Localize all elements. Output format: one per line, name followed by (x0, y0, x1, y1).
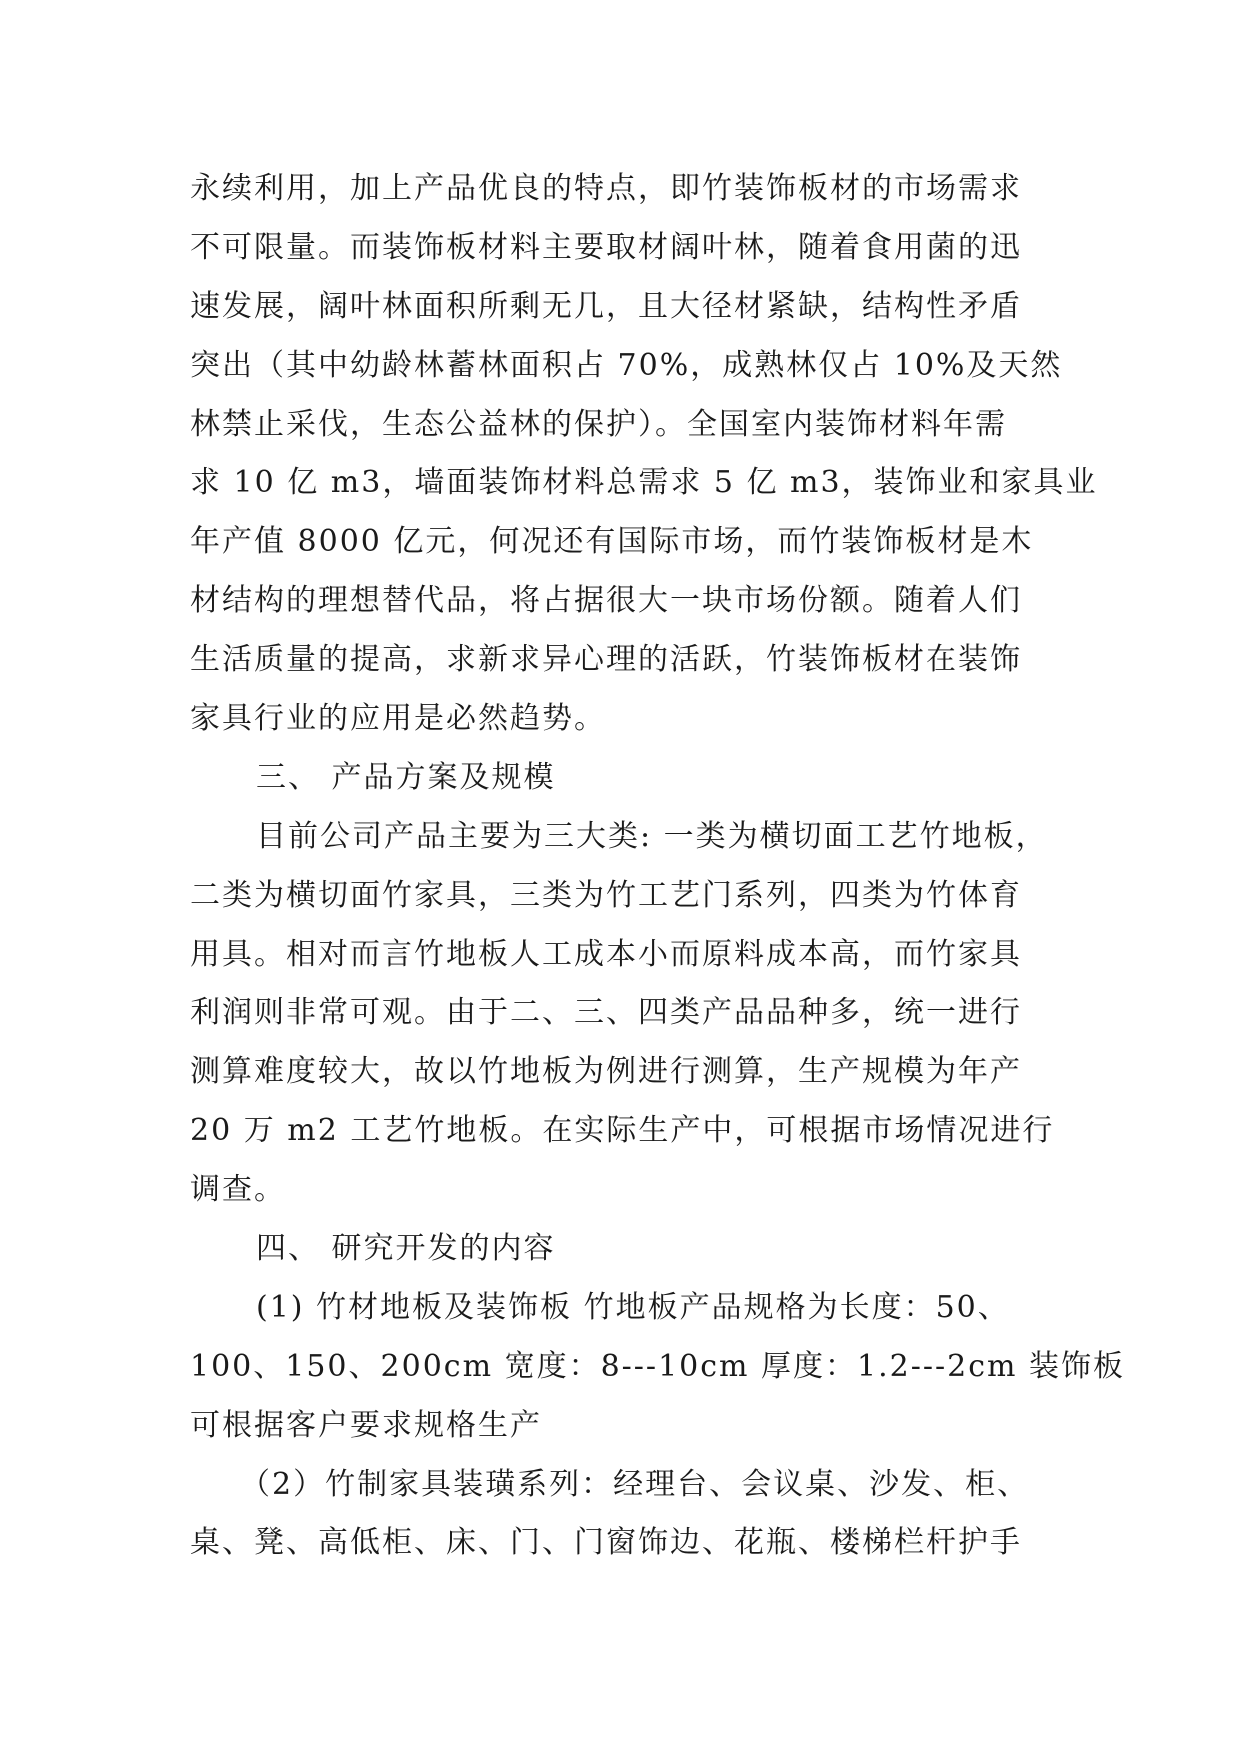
paragraph-line: 年产值 8000 亿元，何况还有国际市场，而竹装饰板材是木 (190, 524, 1034, 560)
paragraph-line: 目前公司产品主要为三大类: 一类为横切面工艺竹地板， (256, 818, 1048, 854)
paragraph-line: 用具。相对而言竹地板人工成本小而原料成本高，而竹家具 (190, 936, 1022, 972)
list-item-line: (1) 竹材地板及装饰板 竹地板产品规格为长度：50、 (256, 1289, 1010, 1325)
paragraph-line: 生活质量的提高，求新求异心理的活跃，竹装饰板材在装饰 (190, 642, 1022, 678)
list-item-line: 100、150、200cm 宽度：8---10cm 厚度：1.2---2cm 装饰板 (190, 1348, 1126, 1384)
list-item-line: （2）竹制家具装璜系列：经理台、会议桌、沙发、柜、 (240, 1466, 1030, 1502)
paragraph-line: 材结构的理想替代品，将占据很大一块市场份额。随着人们 (190, 583, 1022, 619)
paragraph-line: 林禁止采伐，生态公益林的保护）。全国室内装饰材料年需 (190, 406, 1007, 442)
body-text (190, 160, 1126, 1573)
paragraph-line: 测算难度较大，故以竹地板为例进行测算，生产规模为年产 (190, 1054, 1022, 1090)
paragraph-line: 突出（其中幼龄林蓄林面积占 70%，成熟林仅占 10%及天然 (190, 347, 1063, 383)
list-item-line: 桌、凳、高低柜、床、门、门窗饰边、花瓶、楼梯栏杆护手 (190, 1525, 1022, 1561)
section-heading: 三、 产品方案及规模 (256, 759, 556, 795)
paragraph-line: 速发展，阔叶林面积所剩无几，且大径材紧缺，结构性矛盾 (190, 288, 1022, 324)
list-item-line: 可根据客户要求规格生产 (190, 1407, 542, 1443)
section-heading: 四、 研究开发的内容 (256, 1231, 556, 1267)
paragraph-line: 二类为横切面竹家具，三类为竹工艺门系列，四类为竹体育 (190, 877, 1022, 913)
paragraph-line: 不可限量。而装饰板材料主要取材阔叶林，随着食用菌的迅 (190, 229, 1022, 265)
paragraph-line: 20 万 m2 工艺竹地板。在实际生产中，可根据市场情况进行 (190, 1113, 1055, 1149)
paragraph-line: 调查。 (190, 1172, 286, 1208)
paragraph-line: 求 10 亿 m3，墙面装饰材料总需求 5 亿 m3，装饰业和家具业 (190, 465, 1098, 501)
paragraph-line: 家具行业的应用是必然趋势。 (190, 701, 606, 737)
paragraph-line: 永续利用，加上产品优良的特点，即竹装饰板材的市场需求 (190, 171, 1022, 206)
paragraph-line: 利润则非常可观。由于二、三、四类产品品种多，统一进行 (190, 995, 1022, 1031)
